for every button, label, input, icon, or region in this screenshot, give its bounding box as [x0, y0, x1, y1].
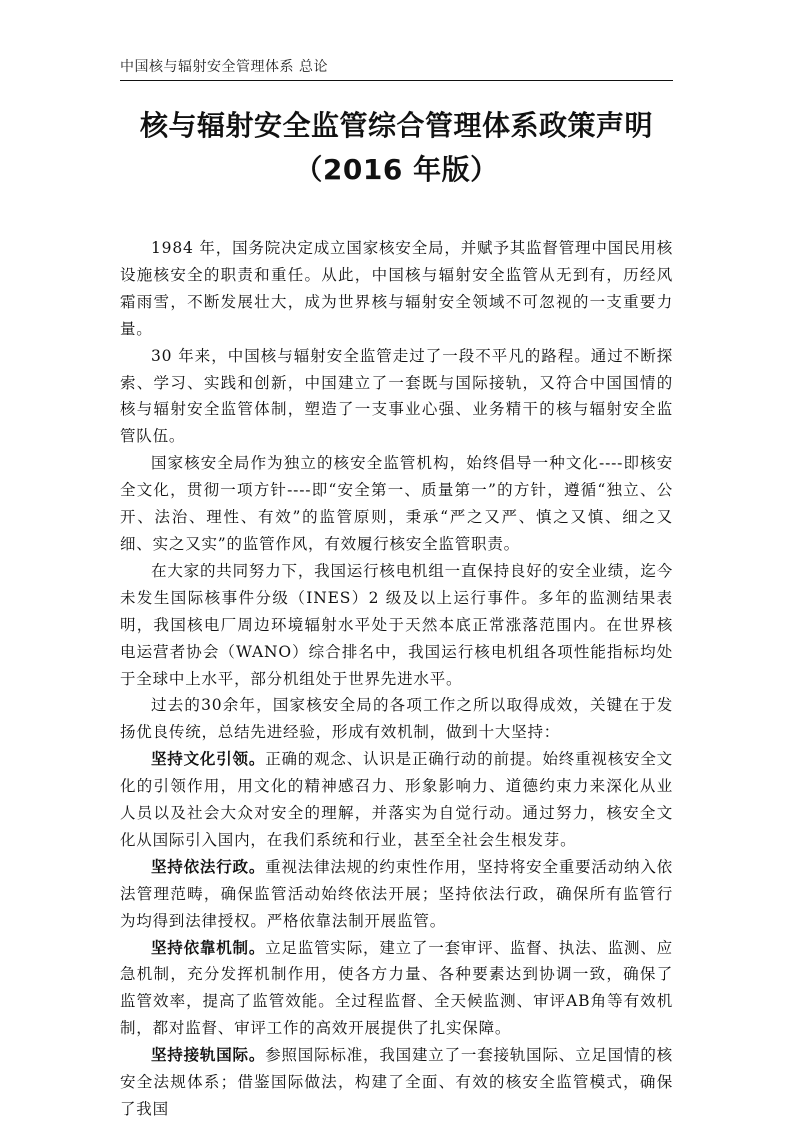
paragraph-text: 1984 年，国务院决定成立国家核安全局，并赋予其监督管理中国民用核设施核安全的职责和重任。从此，中国核与辐射安全监管从无到有，历经风霜雨雪，不断发展壮大，成为世界核与辐射安全领域不可忽视的一支重要力量。	[120, 239, 673, 338]
paragraph-lead: 坚持接轨国际。	[151, 1046, 266, 1065]
paragraph	[120, 235, 673, 343]
paragraph	[120, 854, 673, 935]
paragraph-text: 参照国际标准，我国建立了一套接轨国际、立足国情的核安全法规体系；借鉴国际做法，构建了全面、有效的核安全监管模式，确保了我国	[120, 1046, 673, 1118]
paragraph	[120, 935, 673, 1043]
paragraph-text: 国家核安全局作为独立的核安全监管机构，始终倡导一种文化----即核安全文化，贯彻一项方针----即“安全第一、质量第一”的方针，遵循“独立、公开、法治、理性、有效”的监管原则，秉承“严之又严、慎之又慎、细之又细、实之又实”的监管作风，有效履行核安全监管职责。	[120, 454, 673, 553]
document-title	[120, 104, 673, 192]
paragraph	[120, 450, 673, 558]
paragraph-text: 重视法律法规的约束性作用，坚持将安全重要活动纳入依法管理范畴，确保监管活动始终依法开展；坚持依法行政，确保所有监管行为均得到法律授权。严格依靠法制开展监管。	[120, 857, 673, 930]
paragraph-text: 立足监管实际，建立了一套审评、监督、执法、监测、应急机制，充分发挥机制作用，使各方力量、各种要素达到协调一致，确保了监管效率，提高了监管效能。全过程监督、全天候监测、审评AB角等有效机制，都对监督、审评工作的高效开展提供了扎实保障。	[120, 938, 673, 1038]
title-line-2: （2016 年版）	[294, 153, 499, 186]
paragraph	[120, 558, 673, 693]
body-text	[120, 235, 673, 1123]
paragraph	[120, 1042, 673, 1123]
paragraph-text: 在大家的共同努力下，我国运行核电机组一直保持良好的安全业绩，迄今未发生国际核事件分级（INES）2 级及以上运行事件。多年的监测结果表明，我国核电厂周边环境辐射水平处于天然本底正常涨落范围内。在世界核电运营者协会（WANO）综合排名中，我国运行核电机组各项性能指标均处于全球中上水平，部分机组处于世界先进水平。	[120, 561, 673, 688]
paragraph-lead: 坚持文化引领。	[151, 750, 266, 769]
paragraph-text: 正确的观念、认识是正确行动的前提。始终重视核安全文化的引领作用，用文化的精神感召力、形象影响力、道德约束力来深化从业人员以及社会大众对安全的理解，并落实为自觉行动。通过努力，核安全文化从国际引入国内，在我们系统和行业，甚至全社会生根发芽。	[120, 750, 673, 849]
running-header: 中国核与辐射安全管理体系 总论	[120, 56, 673, 81]
title-line-1: 核与辐射安全监管综合管理体系政策声明	[139, 109, 653, 142]
paragraph-text: 过去的30余年，国家核安全局的各项工作之所以取得成效，关键在于发扬优良传统，总结先进经验，形成有效机制，做到十大坚持：	[120, 696, 673, 742]
paragraph-lead: 坚持依法行政。	[151, 857, 266, 876]
paragraph	[120, 343, 673, 451]
paragraph	[120, 746, 673, 854]
paragraph	[120, 692, 673, 746]
paragraph-text: 30 年来，中国核与辐射安全监管走过了一段不平凡的路程。通过不断探索、学习、实践和创新，中国建立了一套既与国际接轨，又符合中国国情的核与辐射安全监管体制，塑造了一支事业心强、业务精干的核与辐射安全监管队伍。	[120, 346, 673, 446]
paragraph-lead: 坚持依靠机制。	[151, 938, 266, 957]
